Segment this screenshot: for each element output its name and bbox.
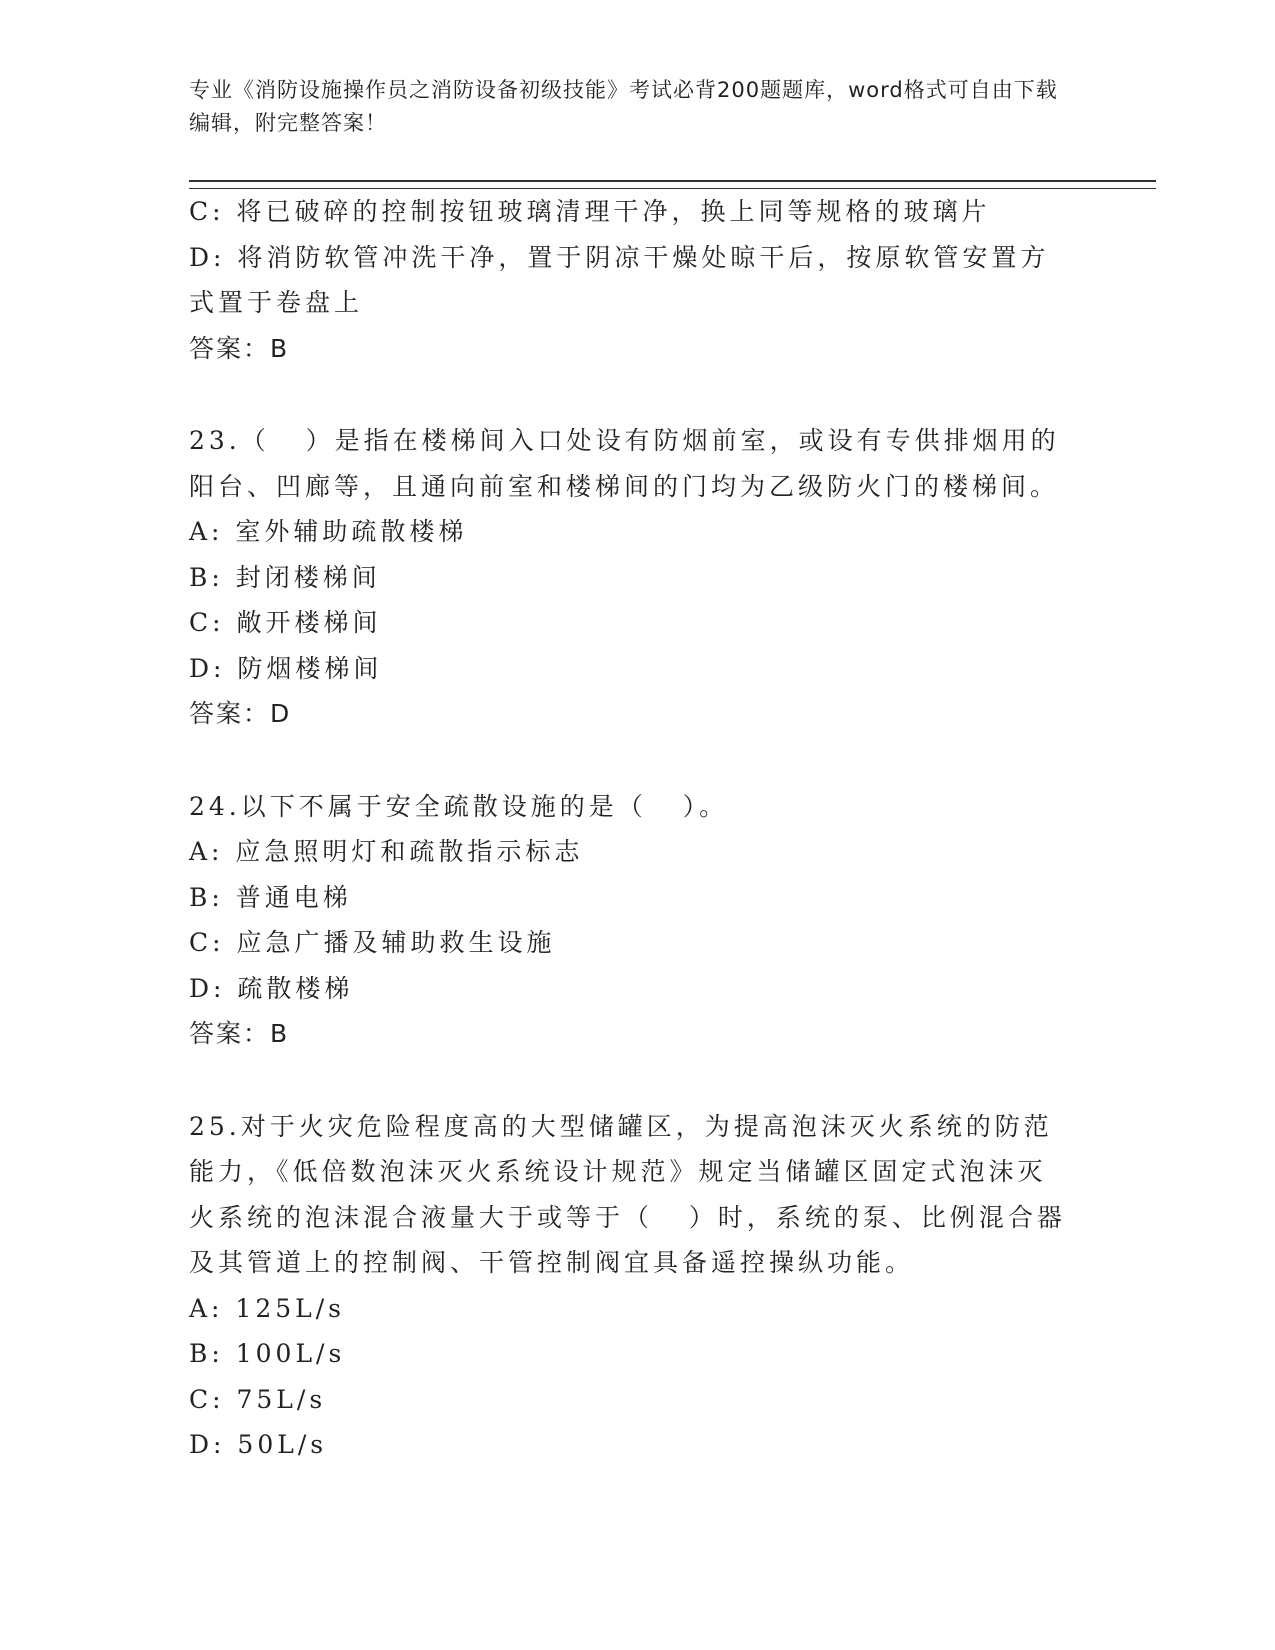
option-d: D: 50L/s	[189, 1430, 328, 1459]
option-b: B: 普通电梯	[189, 882, 352, 912]
answer-line: 答案：D	[189, 699, 292, 728]
option-d: D: 疏散楼梯	[189, 973, 354, 1003]
question-23	[189, 418, 1069, 737]
document-header	[189, 74, 1069, 140]
option-a: A: 125L/s	[189, 1293, 345, 1323]
option-b: B: 封闭楼梯间	[189, 562, 381, 592]
question-stem: 24.以下不属于安全疏散设施的是（ ）。	[189, 791, 729, 821]
previous-question-tail	[189, 189, 1069, 371]
option-a: A: 室外辅助疏散楼梯	[189, 517, 468, 546]
question-stem: 23.（ ）是指在楼梯间入口处设有防烟前室，或设有专供排烟用的阳台、凹廊等，且通向前室和楼梯间的门均为乙级防火门的楼梯间。	[189, 426, 1060, 501]
option-c: C: 应急广播及辅助救生设施	[189, 928, 556, 957]
answer-line: 答案：B	[189, 1019, 290, 1048]
option-c: C: 敞开楼梯间	[189, 608, 382, 637]
option-c: C: 将已破碎的控制按钮玻璃清理干净，换上同等规格的玻璃片	[189, 197, 991, 226]
option-d: D: 防烟楼梯间	[189, 653, 383, 683]
option-b: B: 100L/s	[189, 1339, 346, 1368]
question-24	[189, 784, 1069, 1057]
question-25	[189, 1104, 1069, 1468]
question-stem: 25.对于火灾危险程度高的大型储罐区，为提高泡沫灭火系统的防范能力，《低倍数泡沫灭火系统设计规范》规定当储罐区固定式泡沫灭火系统的泡沫混合液量大于或等于（ ）时，系统的泵、比例混合器及其管道上的控制阀、干管控制阀宜具备遥控操纵功能。	[189, 1111, 1066, 1277]
header-divider	[189, 180, 1156, 189]
option-c: C: 75L/s	[189, 1384, 327, 1414]
option-a: A: 应急照明灯和疏散指示标志	[189, 837, 584, 866]
answer-line: 答案：B	[189, 333, 290, 363]
question-content	[189, 189, 1069, 1468]
option-d: D: 将消防软管冲洗干净，置于阴凉干燥处晾干后，按原软管安置方式置于卷盘上	[189, 242, 1050, 317]
header-title: 专业《消防设施操作员之消防设备初级技能》考试必背200题题库，word格式可自由下载编辑，附完整答案！	[189, 78, 1058, 135]
